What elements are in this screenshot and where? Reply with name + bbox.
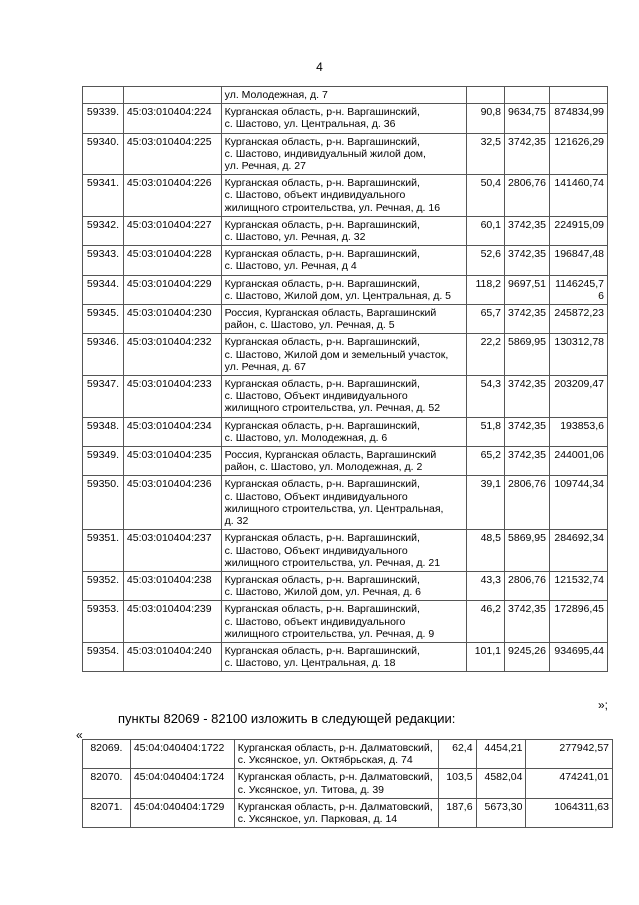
address-line: с. Уксянское, ул. Титова, д. 39 (237, 783, 385, 796)
address-line: Курганская область, р-н. Варгашинский, (224, 603, 420, 616)
address-line: Курганская область, р-н. Варгашинский, (224, 478, 420, 491)
cadastral-number: 45:03:010404:227 (123, 216, 221, 245)
rate: 5869,95 (505, 530, 550, 572)
table-row (83, 246, 608, 275)
rate: 3742,35 (505, 133, 550, 175)
table-row (83, 334, 608, 376)
area: 60,1 (467, 216, 505, 245)
row-number (83, 87, 124, 104)
address (221, 175, 467, 217)
address-line: Курганская область, р-н. Варгашинский, (224, 336, 420, 349)
rate: 2806,76 (505, 571, 550, 600)
row-number: 59352. (83, 571, 124, 600)
intro-paragraph: пункты 82069 - 82100 изложить в следующей редакции: (118, 711, 456, 726)
row-number: 59353. (83, 601, 124, 643)
rate (505, 87, 550, 104)
address-line: с. Шастово, ул. Речная, д. 32 (224, 231, 366, 244)
address-line: Курганская область, р-н. Варгашинский, (224, 248, 420, 261)
address-line: Россия, Курганская область, Варгашинский (224, 307, 437, 320)
cadastral-value: 172896,45 (549, 601, 607, 643)
address-line: ул. Молодежная, д. 7 (224, 89, 328, 101)
table-row (83, 275, 608, 304)
cadastral-number: 45:03:010404:232 (123, 334, 221, 376)
address (221, 104, 467, 133)
rate: 4454,21 (476, 740, 526, 769)
area: 101,1 (467, 642, 505, 671)
table-row (83, 376, 608, 418)
table-row (83, 133, 608, 175)
address-line: с. Шастово, Объект индивидуального (224, 390, 408, 403)
address-line: жилищного строительства, ул. Речная, д. 21 (224, 556, 441, 569)
area: 46,2 (467, 601, 505, 643)
address-line: Курганская область, р-н. Варгашинский, (224, 644, 420, 657)
address-line: Курганская область, р-н. Далматовский, (237, 771, 433, 784)
rate: 9245,26 (505, 642, 550, 671)
rate: 3742,35 (505, 601, 550, 643)
address-line: с. Шастово, Объект индивидуального (224, 544, 408, 557)
table-row (83, 476, 608, 530)
address-line: район, с. Шастово, ул. Речная, д. 5 (224, 319, 395, 332)
table-row (83, 305, 608, 334)
cadastral-value: 1064311,63 (526, 798, 613, 827)
rate: 3742,35 (505, 376, 550, 418)
address-line: Россия, Курганская область, Варгашинский (224, 449, 437, 462)
address (234, 798, 438, 827)
cadastral-value-line: 1146245,7 (555, 277, 604, 290)
address-line: Курганская область, р-н. Далматовский, (237, 800, 433, 813)
address-line: с. Шастово, индивидуальный жилой дом, (224, 147, 426, 160)
address (221, 530, 467, 572)
area: 103,5 (438, 769, 476, 798)
address-line: район, с. Шастово, ул. Молодежная, д. 2 (224, 461, 423, 474)
rate: 5673,30 (476, 798, 526, 827)
area: 22,2 (467, 334, 505, 376)
area: 51,8 (467, 417, 505, 446)
rate: 9697,51 (505, 275, 550, 304)
cadastral-value (549, 87, 607, 104)
address-line: жилищного строительства, ул. Речная, д. 52 (224, 402, 441, 415)
row-number: 82071. (83, 798, 131, 827)
address (221, 275, 467, 304)
row-number: 59342. (83, 216, 124, 245)
cadastral-value: 277942,57 (526, 740, 613, 769)
area: 62,4 (438, 740, 476, 769)
table-row (83, 447, 608, 476)
address (234, 740, 438, 769)
address (234, 769, 438, 798)
address-line: жилищного строительства, ул. Речная, д. 16 (224, 201, 441, 214)
address (221, 601, 467, 643)
cadastral-number: 45:03:010404:235 (123, 447, 221, 476)
cadastral-number: 45:03:010404:228 (123, 246, 221, 275)
rate: 3742,35 (505, 417, 550, 446)
rate: 3742,35 (505, 305, 550, 334)
address-line: Курганская область, р-н. Варгашинский, (224, 135, 420, 148)
row-number: 59354. (83, 642, 124, 671)
address-line: с. Шастово, объект индивидуального (224, 615, 406, 628)
address (221, 216, 467, 245)
address-line: с. Шастово, ул. Молодежная, д. 6 (224, 431, 388, 444)
address-line: с. Уксянское, ул. Парковая, д. 14 (237, 813, 398, 826)
cadastral-value: 934695,44 (549, 642, 607, 671)
address-line: Курганская область, р-н. Варгашинский, (224, 218, 420, 231)
address-line: Курганская область, р-н. Далматовский, (237, 742, 433, 754)
table-row (83, 175, 608, 217)
address-line: Курганская область, р-н. Варгашинский, (224, 532, 420, 545)
address-line: жилищного строительства, ул. Центральная, (224, 502, 444, 515)
cadastral-number: 45:04:040404:1724 (130, 769, 234, 798)
address-line: Курганская область, р-н. Варгашинский, (224, 573, 420, 586)
area: 50,4 (467, 175, 505, 217)
area: 187,6 (438, 798, 476, 827)
cadastral-value: 196847,48 (549, 246, 607, 275)
property-table-new (82, 739, 613, 828)
table-row (83, 769, 613, 798)
address-line: жилищного строительства, ул. Речная, д. 9 (224, 627, 435, 640)
row-number: 59346. (83, 334, 124, 376)
row-number: 82069. (83, 740, 131, 769)
cadastral-value: 193853,6 (549, 417, 607, 446)
cadastral-value: 474241,01 (526, 769, 613, 798)
cadastral-value: 224915,09 (549, 216, 607, 245)
area: 118,2 (467, 275, 505, 304)
table-row (83, 642, 608, 671)
table-row (83, 87, 608, 104)
row-number: 59341. (83, 175, 124, 217)
address (221, 133, 467, 175)
cadastral-value: 245872,23 (549, 305, 607, 334)
cadastral-number: 45:03:010404:224 (123, 104, 221, 133)
cadastral-number: 45:03:010404:240 (123, 642, 221, 671)
address-line: Курганская область, р-н. Варгашинский, (224, 419, 420, 432)
cadastral-value: 874834,99 (549, 104, 607, 133)
closing-quote: »; (598, 698, 609, 712)
area: 54,3 (467, 376, 505, 418)
cadastral-number: 45:04:040404:1722 (130, 740, 234, 769)
cadastral-value (549, 275, 607, 304)
rate: 9634,75 (505, 104, 550, 133)
row-number: 59351. (83, 530, 124, 572)
rate: 3742,35 (505, 246, 550, 275)
rate: 2806,76 (505, 476, 550, 530)
area (467, 87, 505, 104)
area: 52,6 (467, 246, 505, 275)
cadastral-number: 45:03:010404:236 (123, 476, 221, 530)
row-number: 59343. (83, 246, 124, 275)
row-number: 59339. (83, 104, 124, 133)
address-line: с. Шастово, Жилой дом и земельный участок, (224, 348, 449, 361)
address-line: с. Шастово, Жилой дом, ул. Речная, д. 6 (224, 586, 422, 599)
area: 90,8 (467, 104, 505, 133)
row-number: 59340. (83, 133, 124, 175)
cadastral-value: 121626,29 (549, 133, 607, 175)
cadastral-number: 45:04:040404:1729 (130, 798, 234, 827)
rate: 5869,95 (505, 334, 550, 376)
cadastral-value: 284692,34 (549, 530, 607, 572)
row-number: 82070. (83, 769, 131, 798)
opening-quote: « (76, 728, 83, 742)
address (221, 334, 467, 376)
area: 65,7 (467, 305, 505, 334)
row-number: 59345. (83, 305, 124, 334)
page-number: 4 (316, 60, 323, 74)
address-line: д. 32 (224, 515, 249, 528)
address-line: с. Шастово, ул. Речная, д 4 (224, 260, 357, 273)
cadastral-number: 45:03:010404:230 (123, 305, 221, 334)
table-row (83, 601, 608, 643)
rate: 2806,76 (505, 175, 550, 217)
address (221, 447, 467, 476)
table-row (83, 571, 608, 600)
address (221, 642, 467, 671)
address (221, 305, 467, 334)
address-line: с. Уксянское, ул. Октябрьская, д. 74 (237, 754, 413, 767)
area: 43,3 (467, 571, 505, 600)
address-line: Курганская область, р-н. Варгашинский, (224, 106, 420, 119)
area: 65,2 (467, 447, 505, 476)
address (221, 246, 467, 275)
cadastral-value: 130312,78 (549, 334, 607, 376)
row-number: 59349. (83, 447, 124, 476)
address-line: с. Шастово, объект индивидуального (224, 189, 406, 202)
cadastral-number: 45:03:010404:226 (123, 175, 221, 217)
rate: 3742,35 (505, 447, 550, 476)
property-table (82, 86, 608, 672)
table-row (83, 798, 613, 827)
cadastral-number: 45:03:010404:239 (123, 601, 221, 643)
address (221, 476, 467, 530)
address-line: с. Шастово, Объект индивидуального (224, 490, 408, 503)
cadastral-number: 45:03:010404:233 (123, 376, 221, 418)
cadastral-number: 45:03:010404:229 (123, 275, 221, 304)
row-number: 59350. (83, 476, 124, 530)
cadastral-value: 109744,34 (549, 476, 607, 530)
cadastral-value: 203209,47 (549, 376, 607, 418)
cadastral-value-line: 6 (598, 289, 604, 302)
address-line: с. Шастово, Жилой дом, ул. Центральная, д. 5 (224, 289, 452, 302)
cadastral-value: 244001,06 (549, 447, 607, 476)
table-row (83, 417, 608, 446)
address-line: Курганская область, р-н. Варгашинский, (224, 378, 420, 391)
table-row (83, 530, 608, 572)
cadastral-number: 45:03:010404:238 (123, 571, 221, 600)
address (221, 376, 467, 418)
rate: 3742,35 (505, 216, 550, 245)
cadastral-value: 121532,74 (549, 571, 607, 600)
address-line: Курганская область, р-н. Варгашинский, (224, 177, 420, 190)
row-number: 59348. (83, 417, 124, 446)
cadastral-number (123, 87, 221, 104)
address (221, 417, 467, 446)
address (221, 87, 467, 104)
table-row (83, 216, 608, 245)
area: 32,5 (467, 133, 505, 175)
row-number: 59347. (83, 376, 124, 418)
address-line: ул. Речная, д. 27 (224, 160, 306, 173)
rate: 4582,04 (476, 769, 526, 798)
table-row (83, 104, 608, 133)
address-line: с. Шастово, ул. Центральная, д. 36 (224, 118, 396, 131)
area: 48,5 (467, 530, 505, 572)
cadastral-value: 141460,74 (549, 175, 607, 217)
cadastral-number: 45:03:010404:225 (123, 133, 221, 175)
table-row (83, 740, 613, 769)
area: 39,1 (467, 476, 505, 530)
row-number: 59344. (83, 275, 124, 304)
address-line: ул. Речная, д. 67 (224, 360, 306, 373)
address-line: с. Шастово, ул. Центральная, д. 18 (224, 657, 396, 670)
address-line: Курганская область, р-н. Варгашинский, (224, 277, 420, 290)
address (221, 571, 467, 600)
cadastral-number: 45:03:010404:234 (123, 417, 221, 446)
cadastral-number: 45:03:010404:237 (123, 530, 221, 572)
